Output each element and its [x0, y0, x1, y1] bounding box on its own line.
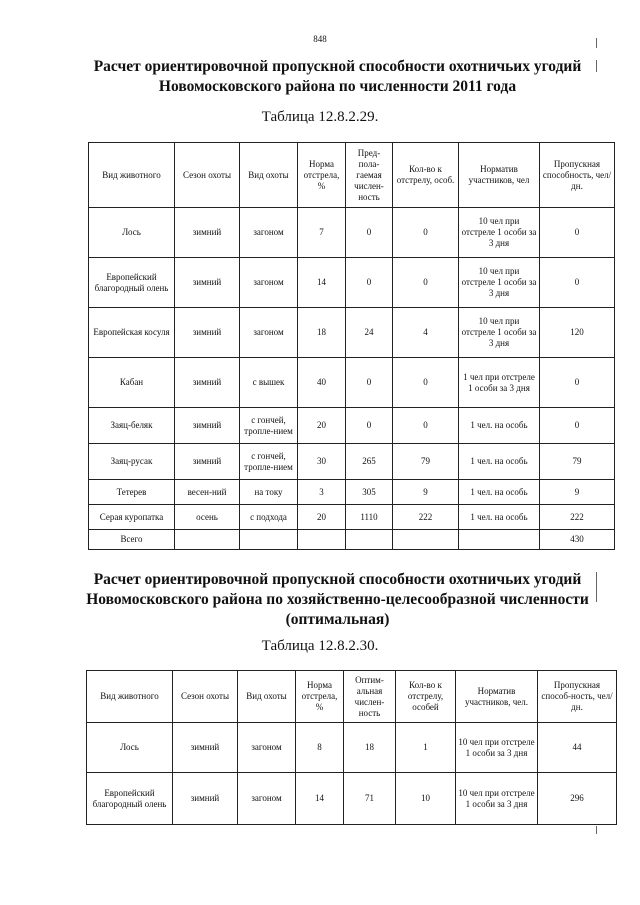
header-harvest: Кол-во к отстрелу, особ. [393, 143, 459, 208]
table2-title-line2: Новомосковского района по хозяйственно-целесообразной численности [86, 591, 589, 608]
table1-title-line2: Новомосковского района по численности 2011 года [158, 78, 517, 95]
cell-season: зимний [175, 308, 240, 358]
cell-season: зимний [173, 773, 238, 825]
scan-margin-mark [596, 572, 597, 602]
cell-population: 71 [344, 773, 396, 825]
table-row [89, 308, 615, 358]
cell-harvest: 0 [393, 358, 459, 408]
table2-title-line1: Расчет ориентировочной пропускной способности охотничьих угодий [93, 571, 582, 588]
header-season: Сезон охоты [173, 671, 238, 723]
cell-season: зимний [175, 408, 240, 444]
cell-harvest: 9 [393, 480, 459, 505]
cell-hunt-type: загоном [240, 258, 298, 308]
cell-animal: Европейский благородный олень [87, 773, 173, 825]
cell-capacity: 79 [540, 444, 615, 480]
cell-capacity: 120 [540, 308, 615, 358]
cell-quota: 3 [298, 480, 346, 505]
cell-season: зимний [173, 723, 238, 773]
table1-caption: Таблица 12.8.2.29. [261, 109, 379, 125]
cell-capacity: 0 [540, 358, 615, 408]
cell-hunt-type: загоном [238, 773, 296, 825]
table-header-row [89, 143, 615, 208]
cell-season: осень [175, 505, 240, 530]
table2-caption: Таблица 12.8.2.30. [261, 638, 379, 654]
cell-capacity: 0 [540, 408, 615, 444]
header-hunt-type: Вид охоты [240, 143, 298, 208]
cell-quota: 8 [296, 723, 344, 773]
cell-quota: 30 [298, 444, 346, 480]
cell-quota: 7 [298, 208, 346, 258]
table1-title-line1: Расчет ориентировочной пропускной способности охотничьих угодий [93, 58, 582, 75]
total-label: Всего [89, 530, 175, 550]
cell-population: 1110 [346, 505, 393, 530]
cell-participants: 1 чел. на особь [459, 408, 540, 444]
table-row [87, 773, 617, 825]
header-animal: Вид животного [87, 671, 173, 723]
cell-population: 0 [346, 358, 393, 408]
scan-margin-mark [596, 38, 597, 48]
cell-harvest: 4 [393, 308, 459, 358]
cell-quota: 14 [298, 258, 346, 308]
cell-animal: Европейский благородный олень [89, 258, 175, 308]
cell-animal: Европейская косуля [89, 308, 175, 358]
cell-animal: Заяц-русак [89, 444, 175, 480]
page-number: 848 [313, 34, 327, 44]
cell-participants: 10 чел при отстреле 1 особи за 3 дня [459, 258, 540, 308]
header-capacity: Пропускная способность, чел/дн. [540, 143, 615, 208]
cell-capacity: 44 [538, 723, 617, 773]
total-value: 430 [540, 530, 615, 550]
header-animal: Вид животного [89, 143, 175, 208]
cell-hunt-type: загоном [240, 308, 298, 358]
cell-quota: 20 [298, 505, 346, 530]
cell-animal: Кабан [89, 358, 175, 408]
header-population: Пред-пола-гаемая числен-ность [346, 143, 393, 208]
table-header-row [87, 671, 617, 723]
cell-hunt-type: на току [240, 480, 298, 505]
cell-capacity: 222 [540, 505, 615, 530]
cell-season: весен-ний [175, 480, 240, 505]
table-row [89, 208, 615, 258]
cell-population: 265 [346, 444, 393, 480]
cell-hunt-type: загоном [240, 208, 298, 258]
cell-quota: 40 [298, 358, 346, 408]
cell-population: 18 [344, 723, 396, 773]
cell-harvest: 10 [396, 773, 456, 825]
cell-hunt-type: загоном [238, 723, 296, 773]
table2-title-line3: (оптимальная) [285, 611, 390, 628]
cell-capacity: 0 [540, 208, 615, 258]
cell-participants: 1 чел. на особь [459, 505, 540, 530]
cell-harvest: 0 [393, 408, 459, 444]
total-row [89, 530, 615, 550]
cell-population: 0 [346, 208, 393, 258]
cell-hunt-type: с гончей, тропле-нием [240, 408, 298, 444]
cell-harvest: 0 [393, 208, 459, 258]
cell-quota: 14 [296, 773, 344, 825]
cell-participants: 10 чел при отстреле 1 особи за 3 дня [459, 308, 540, 358]
header-capacity: Пропускная способ-ность, чел/дн. [538, 671, 617, 723]
scan-margin-mark [596, 826, 597, 834]
header-harvest: Кол-во к отстрелу, особей [396, 671, 456, 723]
cell-participants: 10 чел при отстреле 1 особи за 3 дня [456, 773, 538, 825]
table-row [89, 505, 615, 530]
cell-participants: 10 чел при отстреле 1 особи за 3 дня [459, 208, 540, 258]
header-quota: Норма отстрела, % [296, 671, 344, 723]
header-quota: Норма отстрела, % [298, 143, 346, 208]
cell-quota: 20 [298, 408, 346, 444]
cell-population: 0 [346, 408, 393, 444]
cell-harvest: 222 [393, 505, 459, 530]
cell-capacity: 0 [540, 258, 615, 308]
cell-participants: 1 чел. на особь [459, 480, 540, 505]
cell-animal: Серая куропатка [89, 505, 175, 530]
header-participants: Норматив участников, чел [459, 143, 540, 208]
table2-title [60, 570, 615, 630]
cell-capacity: 9 [540, 480, 615, 505]
cell-season: зимний [175, 208, 240, 258]
table-row [87, 723, 617, 773]
cell-population: 305 [346, 480, 393, 505]
cell-hunt-type: с вышек [240, 358, 298, 408]
table-row [89, 480, 615, 505]
header-season: Сезон охоты [175, 143, 240, 208]
table-row [89, 444, 615, 480]
header-hunt-type: Вид охоты [238, 671, 296, 723]
table1-title [60, 57, 615, 97]
cell-season: зимний [175, 258, 240, 308]
cell-hunt-type: с гончей, тропле-нием [240, 444, 298, 480]
table2 [86, 670, 617, 825]
table-row [89, 408, 615, 444]
cell-harvest: 79 [393, 444, 459, 480]
cell-season: зимний [175, 358, 240, 408]
table1 [88, 142, 615, 550]
cell-quota: 18 [298, 308, 346, 358]
cell-harvest: 0 [393, 258, 459, 308]
cell-harvest: 1 [396, 723, 456, 773]
cell-capacity: 296 [538, 773, 617, 825]
scan-margin-mark [596, 60, 597, 72]
cell-participants: 10 чел при отстреле 1 особи за 3 дня [456, 723, 538, 773]
table-row [89, 358, 615, 408]
cell-animal: Лось [87, 723, 173, 773]
header-participants: Норматив участников, чел. [456, 671, 538, 723]
table-row [89, 258, 615, 308]
cell-population: 0 [346, 258, 393, 308]
header-optimal-population: Оптим-альная числен-ность [344, 671, 396, 723]
cell-animal: Тетерев [89, 480, 175, 505]
cell-participants: 1 чел. на особь [459, 444, 540, 480]
cell-hunt-type: с подхода [240, 505, 298, 530]
cell-population: 24 [346, 308, 393, 358]
cell-season: зимний [175, 444, 240, 480]
cell-animal: Заяц-беляк [89, 408, 175, 444]
cell-participants: 1 чел при отстреле 1 особи за 3 дня [459, 358, 540, 408]
cell-animal: Лось [89, 208, 175, 258]
